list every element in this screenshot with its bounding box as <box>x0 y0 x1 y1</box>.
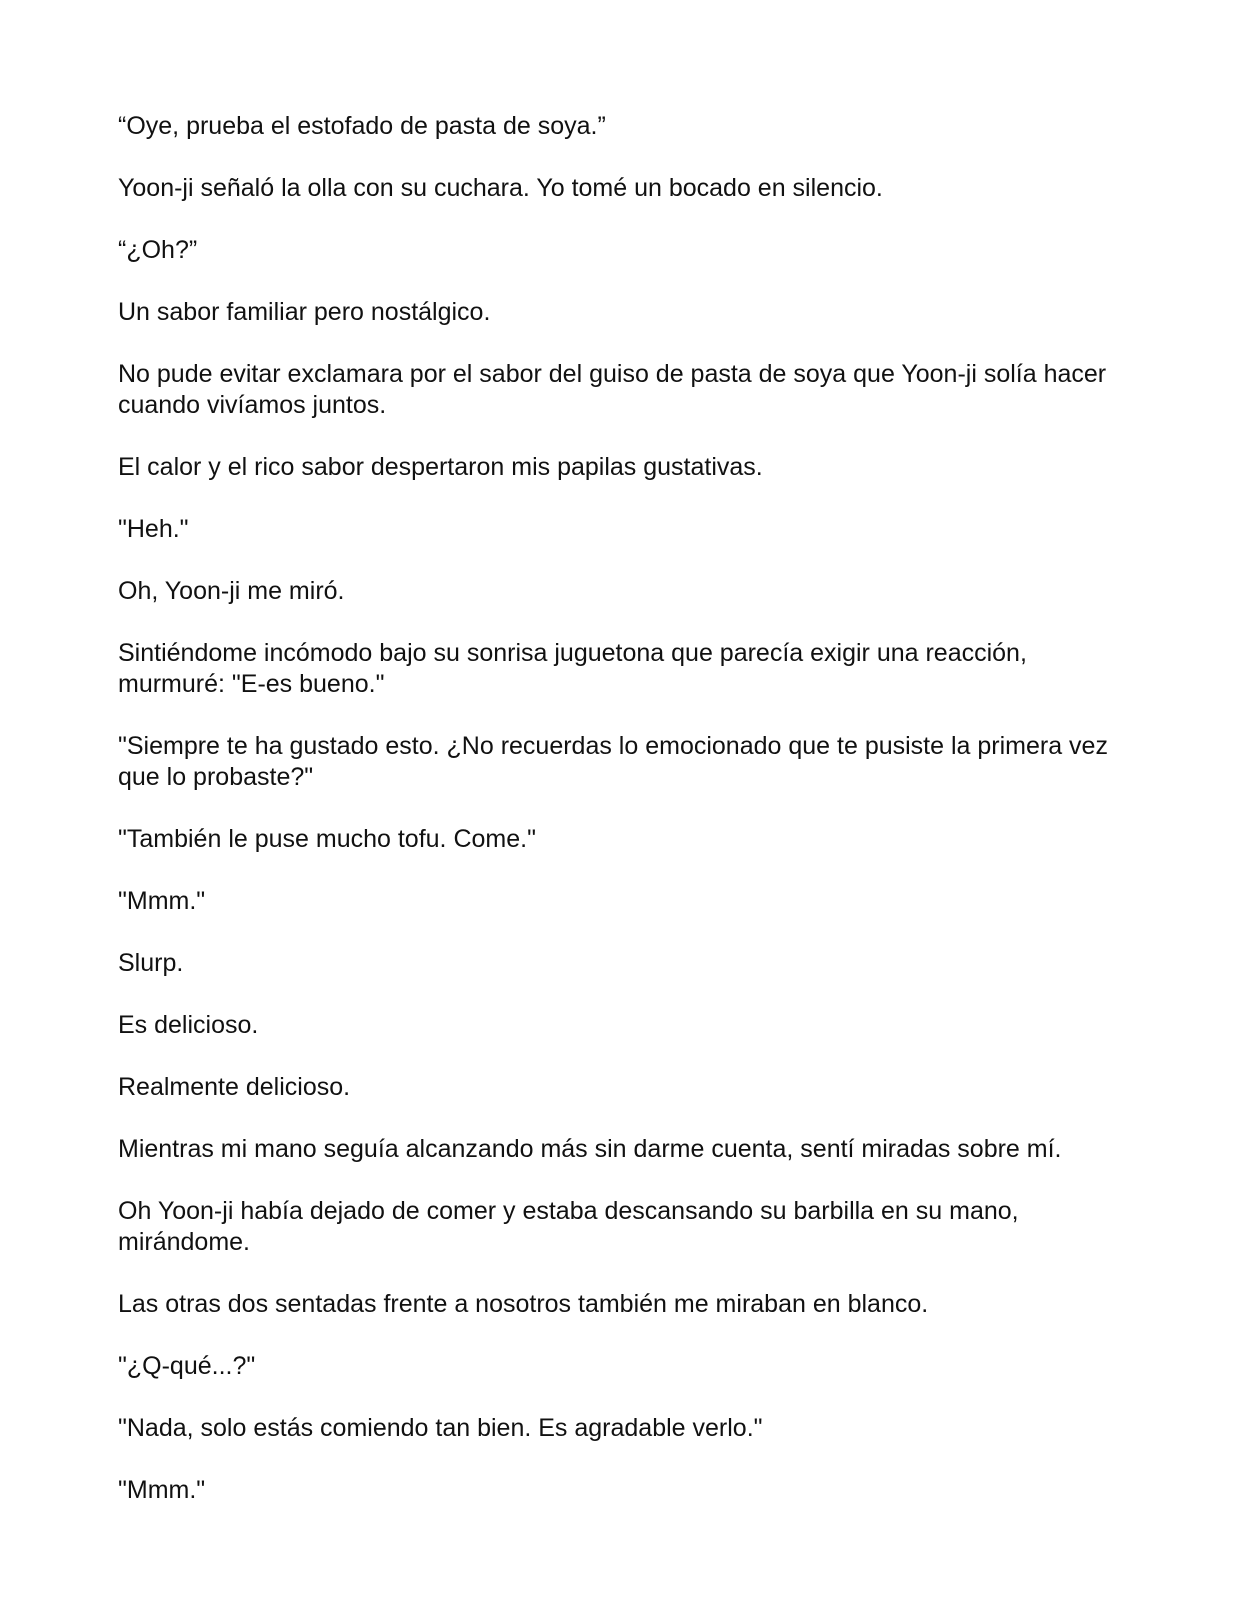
paragraph: El calor y el rico sabor despertaron mis papilas gustativas. <box>118 453 763 481</box>
paragraph: "También le puse mucho tofu. Come." <box>118 825 536 853</box>
paragraph: Mientras mi mano seguía alcanzando más sin darme cuenta, sentí miradas sobre mí. <box>118 1135 1062 1163</box>
paragraph: Oh Yoon-ji había dejado de comer y estaba descansando su barbilla en su mano, mirándome. <box>118 1197 1019 1256</box>
paragraph: "Siempre te ha gustado esto. ¿No recuerdas lo emocionado que te pusiste la primera vez que lo probaste?" <box>118 732 1108 791</box>
paragraph: "¿Q-qué...?" <box>118 1352 256 1380</box>
paragraph: Las otras dos sentadas frente a nosotros también me miraban en blanco. <box>118 1290 929 1318</box>
paragraph: “¿Oh?” <box>118 236 198 264</box>
paragraph: "Nada, solo estás comiendo tan bien. Es agradable verlo." <box>118 1414 763 1442</box>
paragraph: Realmente delicioso. <box>118 1073 351 1101</box>
paragraph: “Oye, prueba el estofado de pasta de soya.” <box>118 112 606 140</box>
paragraph: "Mmm." <box>118 887 206 915</box>
paragraph: Oh, Yoon-ji me miró. <box>118 577 345 605</box>
paragraph: Slurp. <box>118 949 184 977</box>
paragraph: Yoon-ji señaló la olla con su cuchara. Yo tomé un bocado en silencio. <box>118 174 883 202</box>
paragraph: "Mmm." <box>118 1476 206 1504</box>
paragraph: "Heh." <box>118 515 189 543</box>
paragraph: Es delicioso. <box>118 1011 259 1039</box>
document-body <box>118 111 1128 1537</box>
paragraph: Sintiéndome incómodo bajo su sonrisa juguetona que parecía exigir una reacción, murmuré: "E-es bueno." <box>118 639 1027 698</box>
paragraph: Un sabor familiar pero nostálgico. <box>118 298 491 326</box>
paragraph: No pude evitar exclamara por el sabor del guiso de pasta de soya que Yoon-ji solía hacer cuando vivíamos juntos. <box>118 360 1107 419</box>
